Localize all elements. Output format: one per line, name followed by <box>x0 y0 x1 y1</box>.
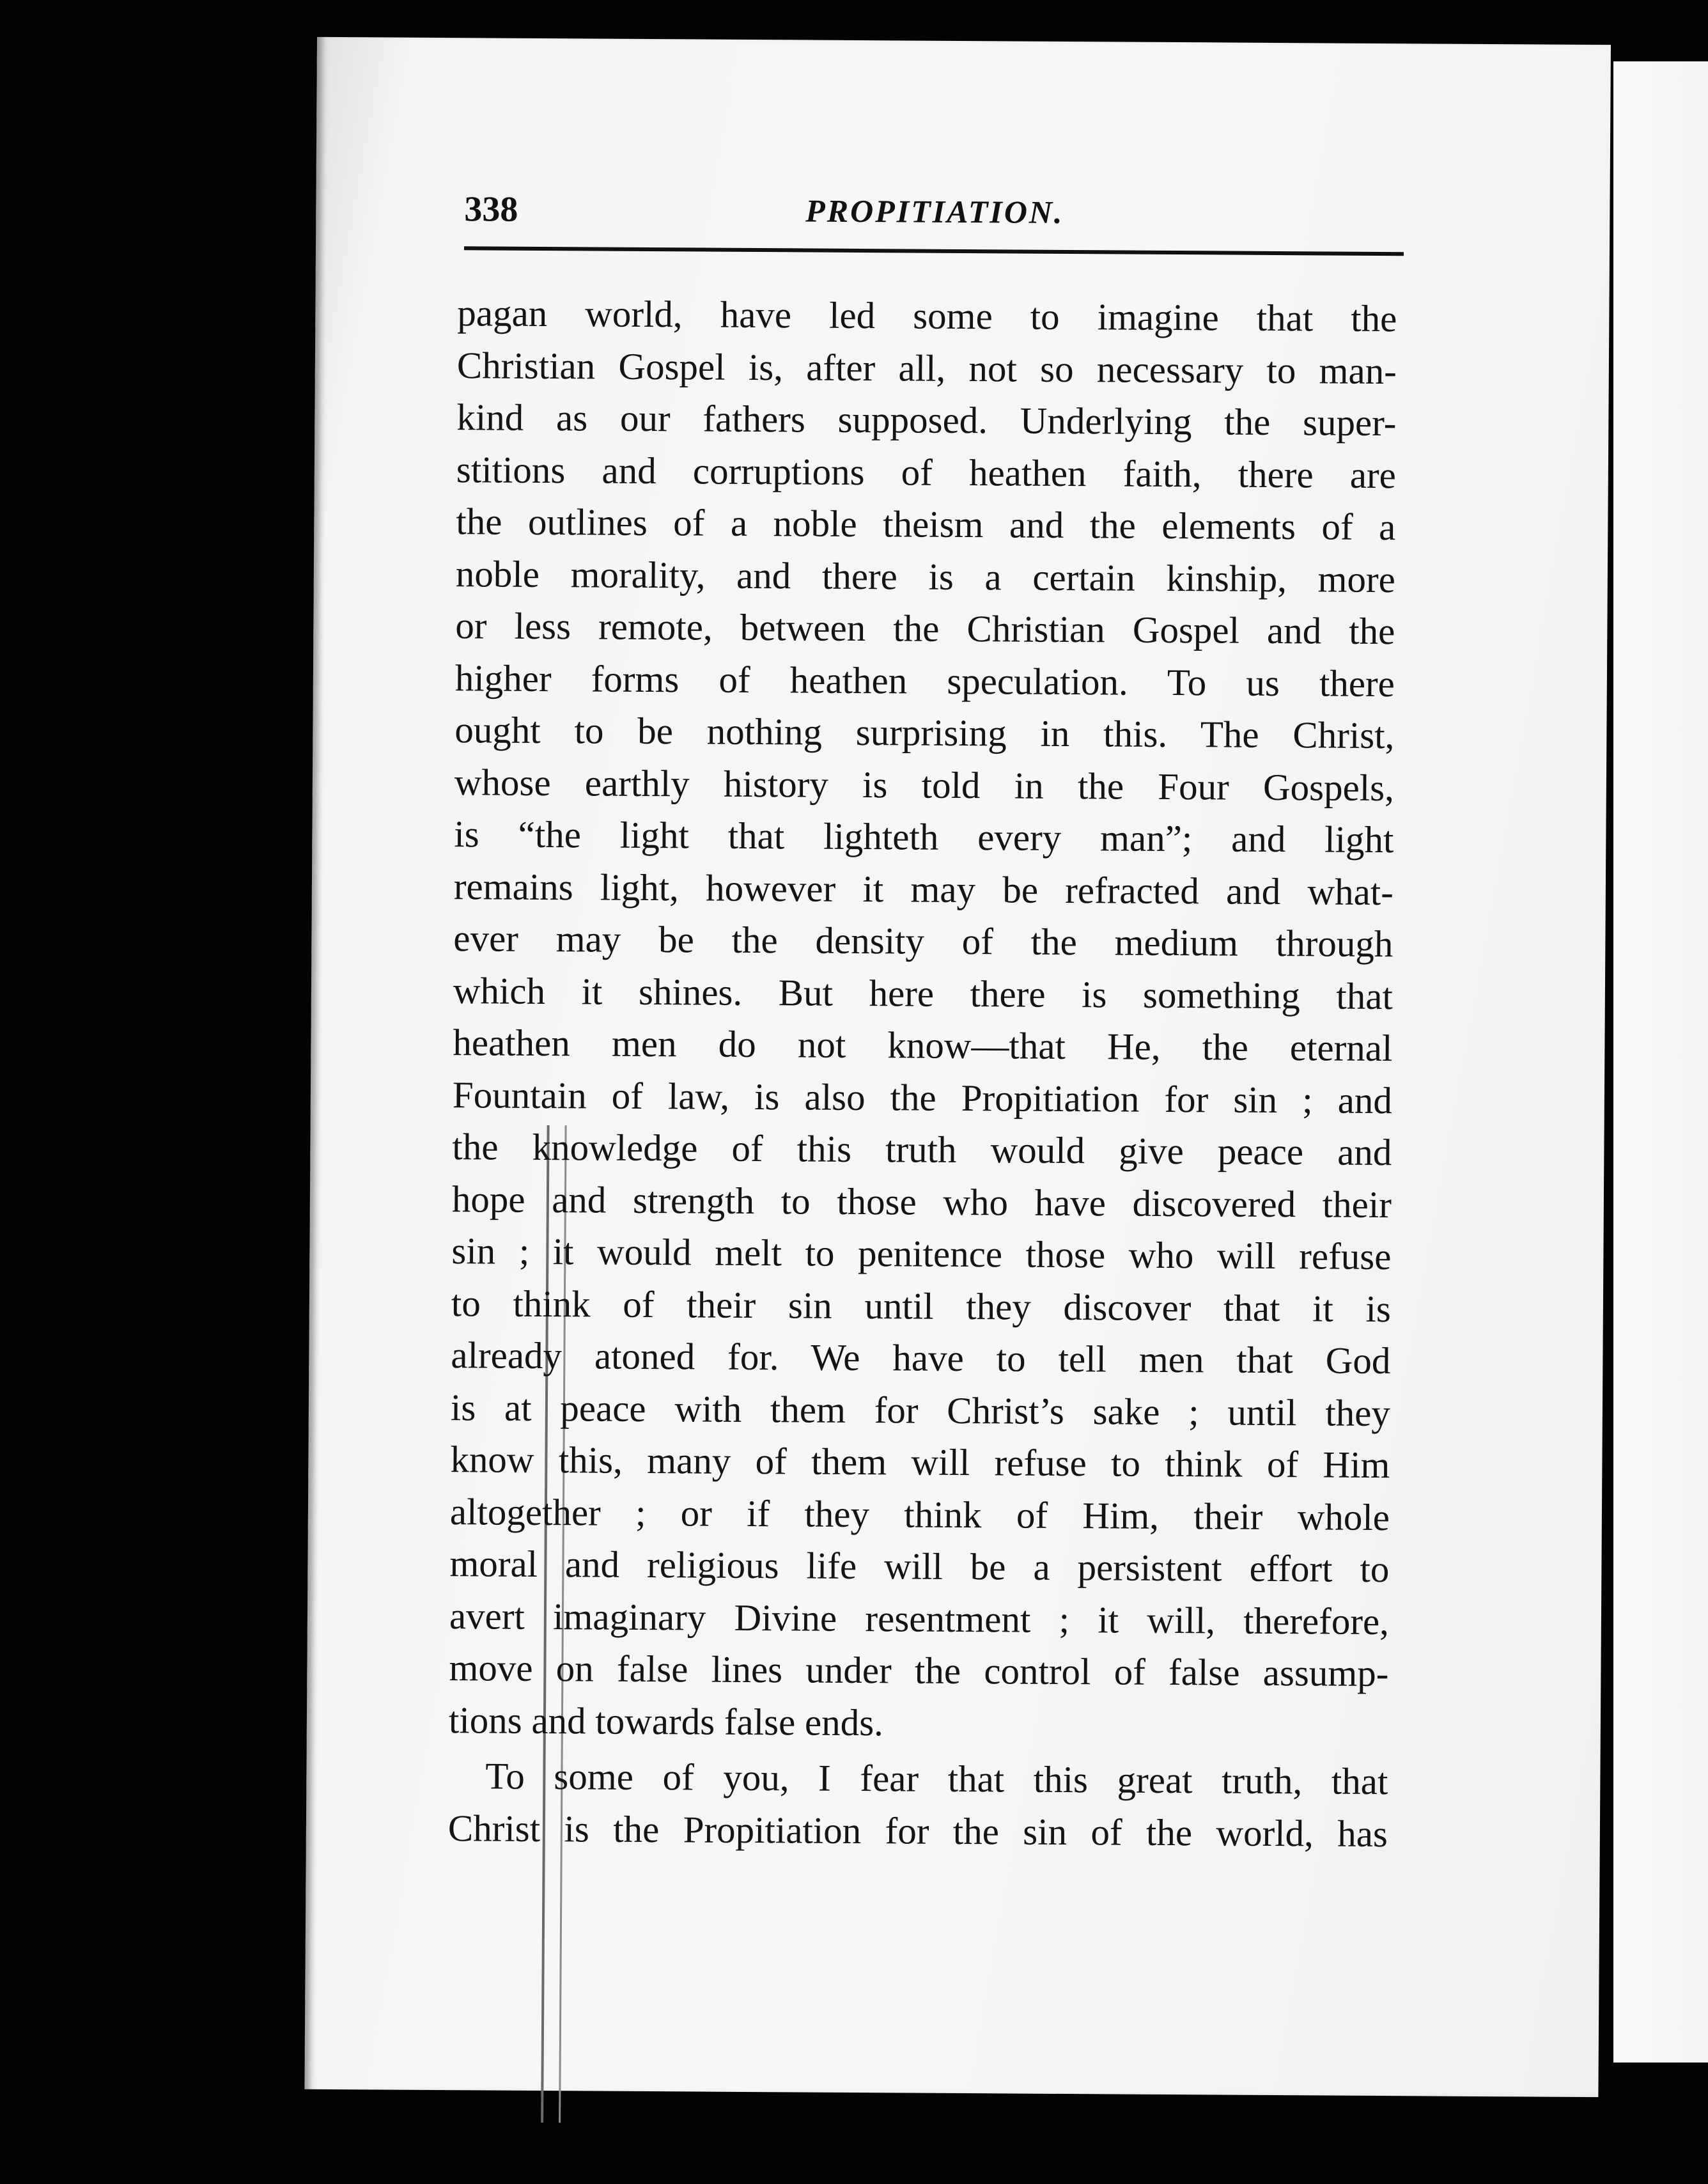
text-line: or less remote, between the Christian Gospel and the <box>455 604 1395 653</box>
text-line: which it shines. But here there is something that <box>453 969 1394 1017</box>
text-line: avert imaginary Divine resentment ; it will, therefore, <box>449 1594 1390 1642</box>
text-line: is at peace with them for Christ’s sake ; until they <box>450 1385 1391 1434</box>
text-line: tions and towards false ends. <box>448 1698 884 1743</box>
text-line: the outlines of a noble theism and the elements of a <box>456 500 1396 549</box>
text-line: Fountain of law, is also the Propitiation for sin ; and <box>452 1073 1393 1121</box>
text-line: kind as our fathers supposed. Underlying the super- <box>456 396 1397 444</box>
text-line: stitions and corruptions of heathen faith, there are <box>456 448 1397 496</box>
running-title: PROPITIATION. <box>805 192 1064 230</box>
book-page <box>304 37 1611 2097</box>
page-number: 338 <box>464 189 518 230</box>
text-line: ever may be the density of the medium through <box>453 917 1394 965</box>
text-line: To some of you, I fear that this great truth, that <box>485 1754 1388 1803</box>
text-line: hope and strength to those who have discovered their <box>451 1177 1392 1226</box>
paragraph <box>449 287 1397 1752</box>
text-line: remains light, however it may be refracted and what- <box>453 864 1394 913</box>
text-line: moral and religious life will be a persistent effort to <box>449 1542 1390 1591</box>
text-line: Christian Gospel is, after all, not so necessary to man- <box>456 343 1397 392</box>
text-line: Christ is the Propitiation for the sin of the world, has <box>447 1806 1388 1855</box>
text-line: altogether ; or if they think of Him, their whole <box>449 1490 1390 1538</box>
text-line: move on false lines under the control of false assump- <box>449 1646 1389 1695</box>
paragraph <box>448 1750 1388 1860</box>
text-line: is “the light that lighteth every man”; and light <box>454 813 1394 861</box>
facing-page-edge <box>1613 61 1708 2063</box>
running-head <box>464 186 1406 256</box>
text-line: higher forms of heathen speculation. To us there <box>454 656 1395 705</box>
text-line: know this, many of them will refuse to think of Him <box>450 1438 1390 1486</box>
text-line: whose earthly history is told in the Four Gospels, <box>454 760 1395 809</box>
text-line: noble morality, and there is a certain kinship, more <box>455 552 1396 600</box>
text-line: heathen men do not know—that He, the eternal <box>453 1021 1393 1070</box>
text-line: ought to be nothing surprising in this. The Christ, <box>454 708 1395 757</box>
text-line: already atoned for. We have to tell men that God <box>451 1334 1391 1382</box>
text-line: sin ; it would melt to penitence those who will refuse <box>451 1229 1392 1278</box>
text-line: the knowledge of this truth would give peace and <box>452 1125 1392 1174</box>
text-line: to think of their sin until they discover that it is <box>451 1281 1392 1330</box>
body-text <box>448 287 1397 1860</box>
text-line: pagan world, have led some to imagine that the <box>457 292 1397 340</box>
